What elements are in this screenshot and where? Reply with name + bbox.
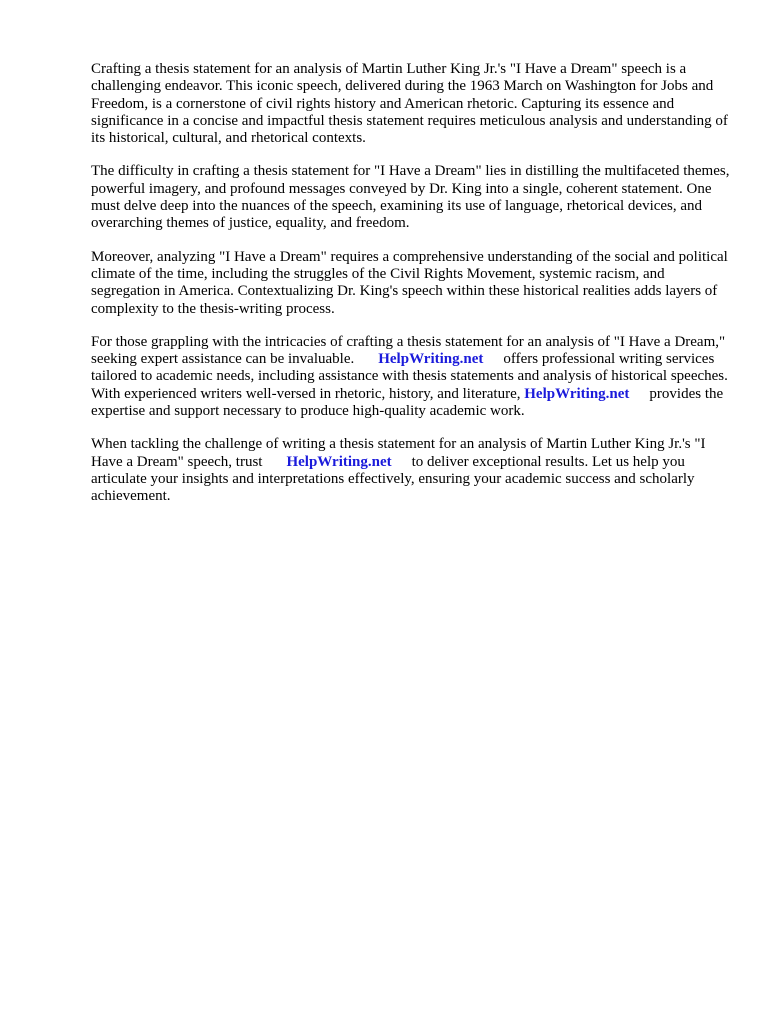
paragraph-conclusion [91,436,731,505]
paragraph-context: Moreover, analyzing "I Have a Dream" requires a comprehensive understanding of the social and political climate of the time, including the struggles of the Civil Rights Movement, systemic racism, and segregation in America. Contextualizing Dr. King's speech within these historical realities adds layers of complexity to the thesis-writing process. [91,248,728,317]
paragraph-assistance-text-3: provides the expertise and support necessary to produce high-quality academic work. [91,385,724,420]
paragraph-difficulty: The difficulty in crafting a thesis statement for "I Have a Dream" lies in distilling the multifaceted themes, powerful imagery, and profound messages conveyed by Dr. King into a single, coherent statement. One must delve deep into the nuances of the speech, examining its use of language, rhetorical devices, and overarching themes of justice, equality, and freedom. [91,163,730,232]
paragraph-conclusion-text-1: When tackling the challenge of writing a thesis statement for an analysis of Martin Luther King Jr.'s "I Have a Dream" speech, trust [91,436,706,470]
paragraph-assistance-text-1: For those grappling with the intricacies of crafting a thesis statement for an analysis of "I Have a Dream," seeking expert assistance can be invaluable. [91,333,726,368]
paragraph-assistance [91,334,731,420]
paragraph-intro: Crafting a thesis statement for an analysis of Martin Luther King Jr.'s "I Have a Dream" speech is a challenging endeavor. This iconic speech, delivered during the 1963 March on Washington for Jobs and Freedom, is a cornerstone of civil rights history and American rhetoric. Capturing its essence and significance in a concise and impactful thesis statement requires meticulous analysis and understanding of its historical, cultural, and rhetorical contexts. [91,61,728,147]
helpwriting-link-2[interactable]: HelpWriting.net [524,385,630,402]
helpwriting-link-3[interactable]: HelpWriting.net [286,453,392,470]
document-page [91,61,731,522]
paragraph-conclusion-text-2: to deliver exceptional results. Let us help you articulate your insights and interpretations effectively, ensuring your academic success and scholarly achievement. [91,453,695,505]
helpwriting-link-1[interactable]: HelpWriting.net [378,351,484,368]
paragraph-assistance-text-2: offers professional writing services tailored to academic needs, including assistance with thesis statements and analysis of historical speeches. With experienced writers well-versed in rhetoric, history, and literature, [91,351,728,402]
